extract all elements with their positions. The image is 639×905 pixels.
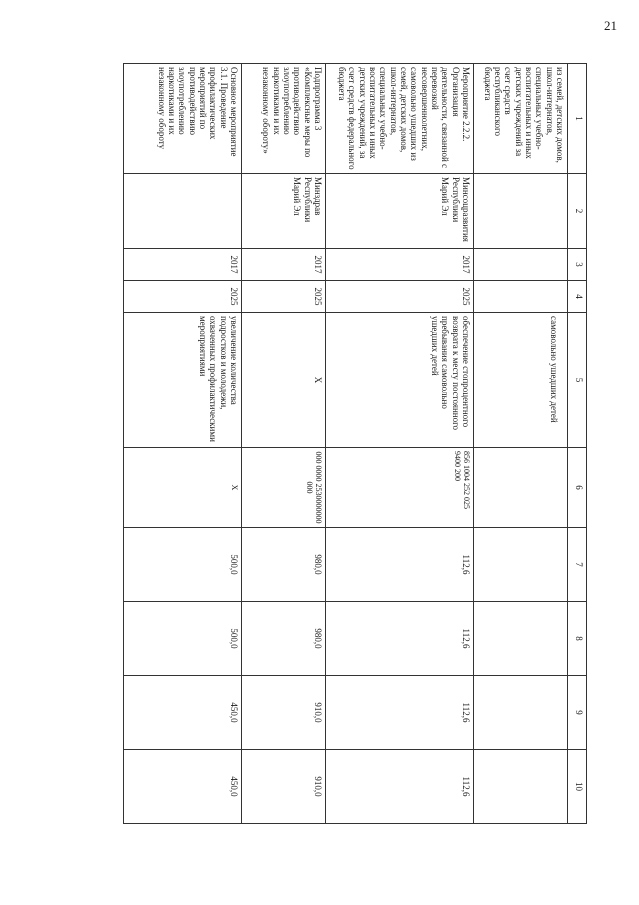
table-row: [124, 64, 242, 824]
code-cell: 000 0000 2530000000 000: [242, 448, 326, 528]
col-header: 6: [568, 448, 587, 528]
start-year-cell: 2017: [124, 249, 242, 281]
activity-cell: Основное мероприятие 3.1. Проведение профилактических мероприятий по противодействию злоупотреблению наркотиками и их незаконному обороту: [124, 64, 242, 174]
activity-cell: Подпрограмма 3 «Комплексные меры по противодействию злоупотреблению наркотиками и их незаконному обороту»: [242, 64, 326, 174]
activity-cell: Мероприятие 2.2.2. Организация деятельности, связанной с перевозкой несовершеннолетних, самовольно ушедших из семей, детских домов, школ-интернатов, специальных учебно-воспитательных и иных детских учреждений, за счет средств федерального бюджета: [326, 64, 474, 174]
value-cell: [474, 602, 568, 676]
col-header: 5: [568, 313, 587, 448]
col-header: 4: [568, 281, 587, 313]
value-cell: 450,0: [124, 676, 242, 750]
code-cell: [474, 448, 568, 528]
table-row: [242, 64, 326, 824]
result-cell: X: [242, 313, 326, 448]
code-cell: X: [124, 448, 242, 528]
page-number: 21: [604, 18, 617, 33]
executor-cell: [124, 174, 242, 249]
start-year-cell: [474, 249, 568, 281]
start-year-cell: 2017: [242, 249, 326, 281]
value-cell: 910,0: [242, 676, 326, 750]
value-cell: [474, 528, 568, 602]
value-cell: 980,0: [242, 602, 326, 676]
value-cell: 112,6: [326, 750, 474, 824]
value-cell: [474, 750, 568, 824]
col-header: 7: [568, 528, 587, 602]
result-cell: обеспечение стопроцентного возврата к месту постоянного пребывания самовольно ушедших детей: [326, 313, 474, 448]
table-row: [474, 64, 568, 824]
header-row: [568, 64, 587, 824]
value-cell: 980,0: [242, 528, 326, 602]
result-cell: самовольно ушедших детей: [474, 313, 568, 448]
program-table: [123, 63, 587, 824]
col-header: 9: [568, 676, 587, 750]
executor-cell: Минздрав Республики Марий Эл: [242, 174, 326, 249]
result-cell: увеличение количества подростков и молодежи, охваченных профилактическими мероприятиями: [124, 313, 242, 448]
value-cell: 112,6: [326, 676, 474, 750]
value-cell: 112,6: [326, 528, 474, 602]
executor-cell: Минсоцразвития Республики Марий Эл: [326, 174, 474, 249]
end-year-cell: 2025: [242, 281, 326, 313]
col-header: 2: [568, 174, 587, 249]
col-header: 8: [568, 602, 587, 676]
end-year-cell: 2025: [326, 281, 474, 313]
rotated-page: [87, 63, 587, 823]
table-row: [326, 64, 474, 824]
code-cell: 856 1004 252 025 9400 200: [326, 448, 474, 528]
value-cell: 450,0: [124, 750, 242, 824]
end-year-cell: 2025: [124, 281, 242, 313]
value-cell: 112,6: [326, 602, 474, 676]
col-header: 10: [568, 750, 587, 824]
col-header: 1: [568, 64, 587, 174]
value-cell: [474, 676, 568, 750]
start-year-cell: 2017: [326, 249, 474, 281]
activity-cell: из семей, детских домов, школ-интернатов, специальных учебно-воспитательных и иных детских учреждений за счет средств республиканского бюджета: [474, 64, 568, 174]
end-year-cell: [474, 281, 568, 313]
col-header: 3: [568, 249, 587, 281]
value-cell: 910,0: [242, 750, 326, 824]
executor-cell: [474, 174, 568, 249]
value-cell: 500,0: [124, 528, 242, 602]
value-cell: 500,0: [124, 602, 242, 676]
